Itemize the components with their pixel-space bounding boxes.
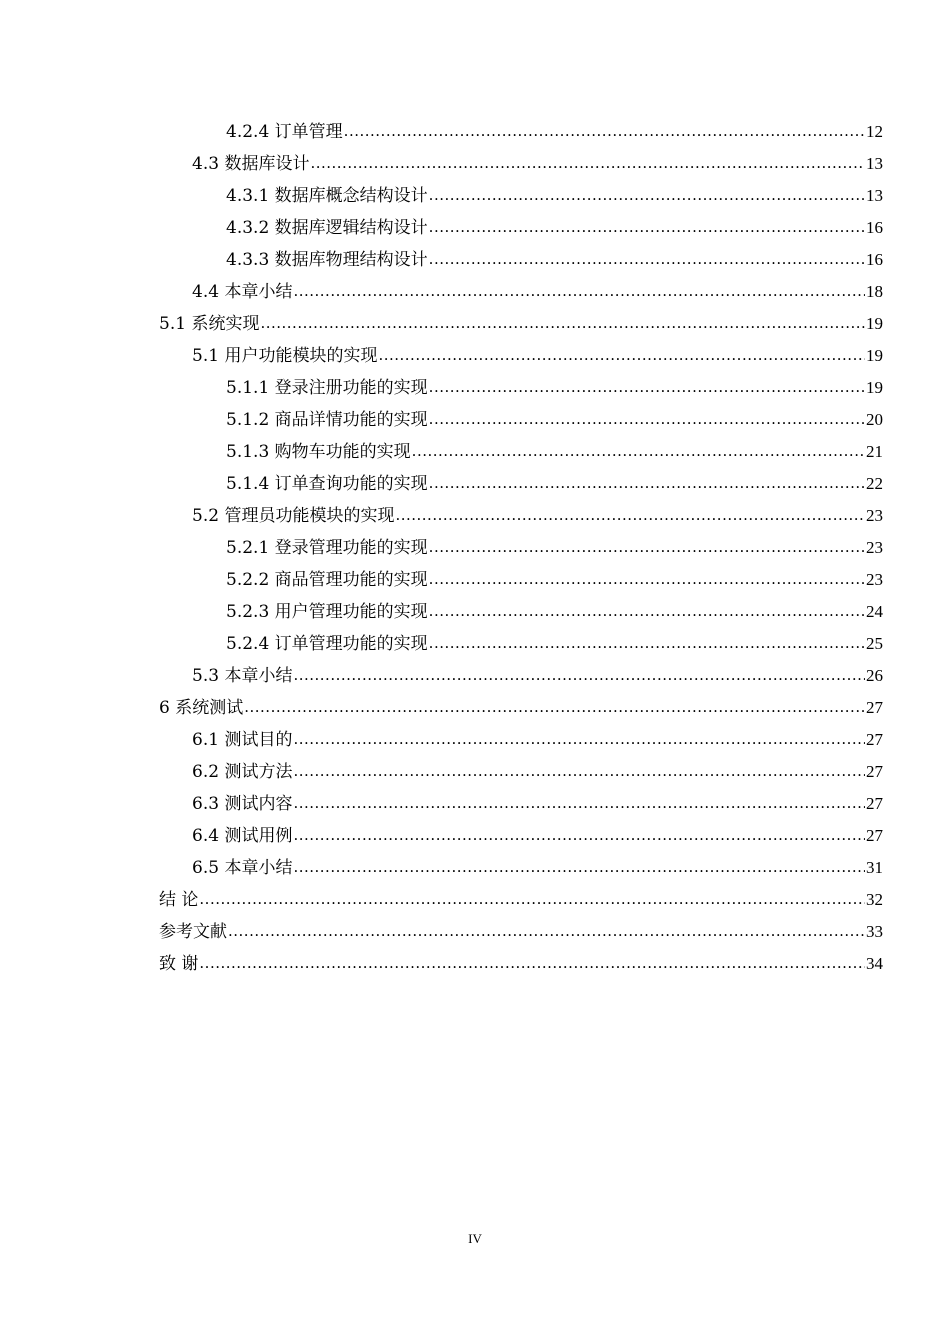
- toc-entry-title: 4.3 数据库设计: [192, 154, 310, 174]
- toc-entry-title: 4.4 本章小结: [192, 282, 293, 302]
- toc-entry-title: 5.1.2 商品详情功能的实现: [226, 410, 428, 430]
- toc-entry-page: 23: [866, 506, 883, 525]
- table-of-contents: [159, 116, 883, 980]
- toc-entry-page: 12: [866, 122, 883, 141]
- toc-entry-title: 5.3 本章小结: [192, 666, 293, 686]
- toc-entry-title: 5.2.4 订单管理功能的实现: [226, 634, 428, 654]
- toc-entry-page: 16: [866, 250, 883, 269]
- toc-entry-page: 22: [866, 474, 883, 493]
- toc-entry-page: 19: [866, 378, 883, 397]
- toc-entry[interactable]: [159, 916, 883, 948]
- toc-entry-title: 5.2.1 登录管理功能的实现: [226, 538, 428, 558]
- toc-entry[interactable]: [159, 500, 883, 532]
- toc-entry-page: 27: [866, 826, 883, 845]
- toc-entry-title: 5.1 用户功能模块的实现: [192, 346, 378, 366]
- toc-dot-leader: [293, 659, 865, 691]
- toc-entry-page: 27: [866, 698, 883, 717]
- toc-entry[interactable]: [159, 148, 883, 180]
- toc-dot-leader: [344, 115, 865, 147]
- toc-entry-page: 34: [866, 954, 883, 973]
- toc-entry[interactable]: [159, 948, 883, 980]
- toc-entry-page: 13: [866, 186, 883, 205]
- toc-entry[interactable]: [159, 276, 883, 308]
- toc-dot-leader: [429, 403, 865, 435]
- toc-entry[interactable]: [159, 372, 883, 404]
- toc-entry-title: 5.1.3 购物车功能的实现: [226, 442, 411, 462]
- toc-entry-page: 33: [866, 922, 883, 941]
- toc-entry[interactable]: [159, 788, 883, 820]
- toc-entry-title: 结 论: [159, 890, 199, 910]
- toc-entry-title: 4.3.1 数据库概念结构设计: [226, 186, 428, 206]
- toc-entry-page: 19: [866, 346, 883, 365]
- toc-entry-title: 6.3 测试内容: [192, 794, 293, 814]
- toc-entry-page: 27: [866, 794, 883, 813]
- page-number: IV: [468, 1231, 482, 1246]
- toc-entry[interactable]: [159, 820, 883, 852]
- toc-dot-leader: [228, 915, 865, 947]
- toc-entry[interactable]: [159, 756, 883, 788]
- toc-entry-page: 27: [866, 730, 883, 749]
- toc-entry[interactable]: [159, 244, 883, 276]
- toc-entry-title: 6.5 本章小结: [192, 858, 293, 878]
- toc-entry[interactable]: [159, 628, 883, 660]
- toc-dot-leader: [429, 627, 865, 659]
- toc-entry[interactable]: [159, 660, 883, 692]
- toc-entry[interactable]: [159, 436, 883, 468]
- toc-dot-leader: [293, 723, 865, 755]
- toc-entry[interactable]: [159, 308, 883, 340]
- toc-entry-title: 致 谢: [159, 954, 199, 974]
- toc-entry[interactable]: [159, 724, 883, 756]
- toc-dot-leader: [429, 467, 865, 499]
- toc-dot-leader: [429, 563, 865, 595]
- toc-dot-leader: [395, 499, 865, 531]
- toc-dot-leader: [429, 595, 865, 627]
- toc-entry[interactable]: [159, 884, 883, 916]
- toc-entry-title: 5.2 管理员功能模块的实现: [192, 506, 395, 526]
- toc-dot-leader: [310, 147, 865, 179]
- toc-dot-leader: [429, 371, 865, 403]
- toc-dot-leader: [429, 243, 865, 275]
- toc-dot-leader: [293, 275, 865, 307]
- toc-dot-leader: [293, 787, 865, 819]
- toc-dot-leader: [260, 307, 865, 339]
- toc-entry[interactable]: [159, 852, 883, 884]
- toc-entry-page: 18: [866, 282, 883, 301]
- toc-entry-title: 5.1.4 订单查询功能的实现: [226, 474, 428, 494]
- toc-entry-page: 31: [866, 858, 883, 877]
- toc-entry-title: 6.4 测试用例: [192, 826, 293, 846]
- toc-dot-leader: [293, 755, 865, 787]
- toc-entry-page: 19: [866, 314, 883, 333]
- toc-entry[interactable]: [159, 564, 883, 596]
- toc-entry-title: 参考文献: [159, 922, 227, 942]
- toc-entry[interactable]: [159, 596, 883, 628]
- toc-entry-title: 5.1 系统实现: [159, 314, 260, 334]
- toc-dot-leader: [429, 179, 865, 211]
- toc-entry-page: 26: [866, 666, 883, 685]
- toc-entry-page: 23: [866, 570, 883, 589]
- toc-entry-page: 32: [866, 890, 883, 909]
- toc-entry[interactable]: [159, 468, 883, 500]
- toc-entry-page: 13: [866, 154, 883, 173]
- toc-dot-leader: [429, 211, 865, 243]
- toc-dot-leader: [293, 819, 865, 851]
- toc-entry-title: 5.2.2 商品管理功能的实现: [226, 570, 428, 590]
- toc-entry-title: 5.1.1 登录注册功能的实现: [226, 378, 428, 398]
- toc-entry-page: 24: [866, 602, 883, 621]
- toc-dot-leader: [378, 339, 865, 371]
- toc-entry-page: 25: [866, 634, 883, 653]
- toc-entry-title: 6 系统测试: [159, 698, 244, 718]
- toc-entry[interactable]: [159, 404, 883, 436]
- toc-dot-leader: [244, 691, 865, 723]
- toc-entry-page: 27: [866, 762, 883, 781]
- toc-dot-leader: [429, 531, 865, 563]
- toc-entry-page: 16: [866, 218, 883, 237]
- toc-entry-title: 5.2.3 用户管理功能的实现: [226, 602, 428, 622]
- toc-entry[interactable]: [159, 532, 883, 564]
- toc-entry[interactable]: [159, 116, 883, 148]
- toc-entry-title: 6.1 测试目的: [192, 730, 293, 750]
- toc-entry[interactable]: [159, 212, 883, 244]
- toc-entry-title: 4.2.4 订单管理: [226, 122, 343, 142]
- toc-entry-title: 6.2 测试方法: [192, 762, 293, 782]
- toc-entry-title: 4.3.3 数据库物理结构设计: [226, 250, 428, 270]
- toc-entry-page: 20: [866, 410, 883, 429]
- toc-entry-page: 21: [866, 442, 883, 461]
- toc-entry-title: 4.3.2 数据库逻辑结构设计: [226, 218, 428, 238]
- toc-entry[interactable]: [159, 692, 883, 724]
- toc-dot-leader: [199, 947, 865, 979]
- toc-entry[interactable]: [159, 180, 883, 212]
- toc-entry[interactable]: [159, 340, 883, 372]
- toc-dot-leader: [412, 435, 865, 467]
- toc-dot-leader: [199, 883, 865, 915]
- toc-entry-page: 23: [866, 538, 883, 557]
- toc-dot-leader: [293, 851, 865, 883]
